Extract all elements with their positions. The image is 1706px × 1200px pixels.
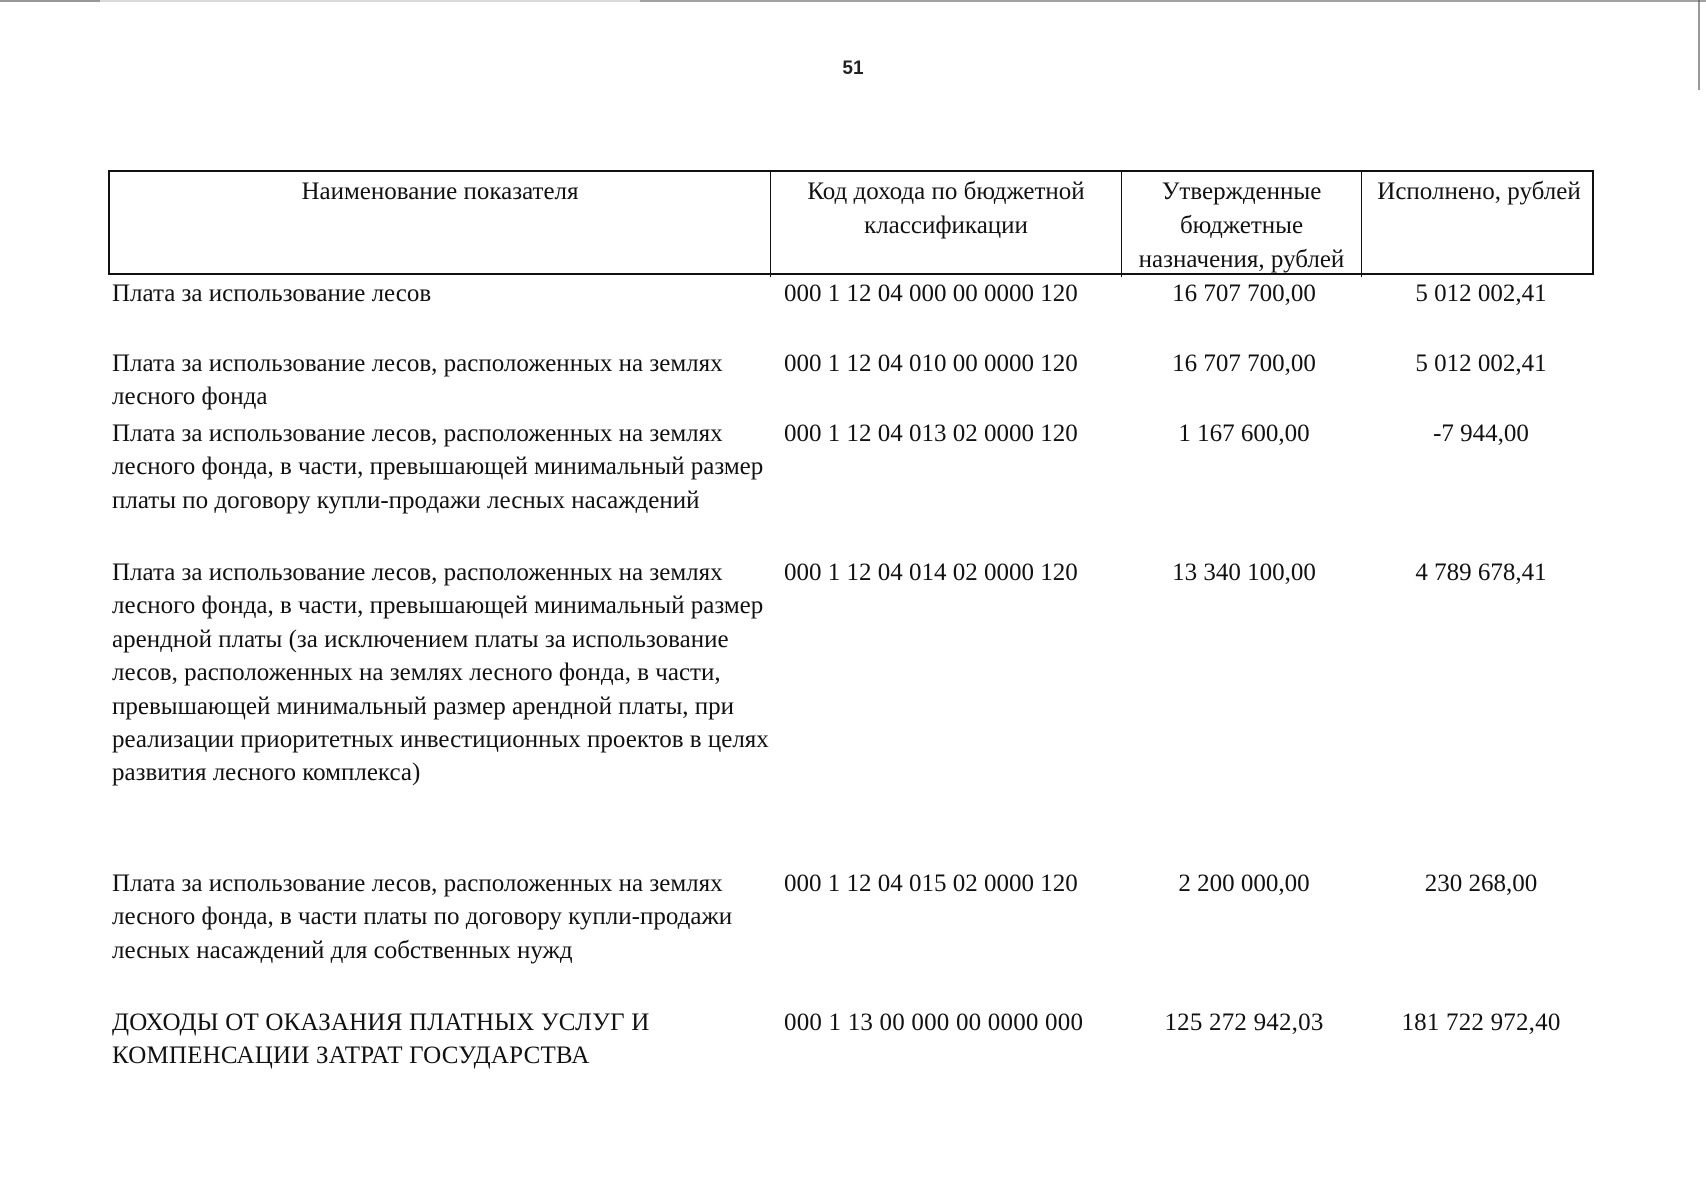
table-header xyxy=(108,170,1594,275)
row-code: 000 1 12 04 014 02 0000 120 xyxy=(784,559,1078,586)
row-name: Плата за использование лесов, расположенных на землях лесного фонда, в части, превышающей минимальный размер арендной платы (за исключением платы за использование лесов, расположенных на землях лесного фонда, в части, превышающей минимальный размер арендной платы, при реализации приоритетных инвестиционных проектов в целях развития лесного комплекса) xyxy=(112,559,769,787)
row-executed: 230 268,00 xyxy=(1424,870,1538,897)
row-code: 000 1 13 00 000 00 0000 000 xyxy=(784,1009,1084,1036)
row-executed: 4 789 678,41 xyxy=(1415,559,1547,586)
row-approved: 1 167 600,00 xyxy=(1178,420,1310,447)
scan-border-top xyxy=(0,0,1706,2)
row-name: Плата за использование лесов, расположенных на землях лесного фонда xyxy=(112,350,723,411)
row-approved: 16 707 700,00 xyxy=(1172,280,1316,307)
row-name: Плата за использование лесов xyxy=(112,280,432,307)
row-approved: 16 707 700,00 xyxy=(1172,350,1316,377)
row-name: ДОХОДЫ ОТ ОКАЗАНИЯ ПЛАТНЫХ УСЛУГ И КОМПЕНСАЦИИ ЗАТРАТ ГОСУДАРСТВА xyxy=(112,1009,650,1070)
row-code: 000 1 12 04 013 02 0000 120 xyxy=(784,420,1078,447)
header-approved-budget: Утвержденные бюджетные назначения, рублей xyxy=(1122,172,1362,277)
row-executed: 5 012 002,41 xyxy=(1415,280,1547,307)
row-name: Плата за использование лесов, расположенных на землях лесного фонда, в части платы по договору купли-продажи лесных насаждений для собственных нужд xyxy=(112,870,733,964)
row-executed: 181 722 972,40 xyxy=(1401,1009,1561,1036)
header-indicator-name: Наименование показателя xyxy=(110,172,771,277)
row-approved: 125 272 942,03 xyxy=(1164,1009,1324,1036)
row-code: 000 1 12 04 010 00 0000 120 xyxy=(784,350,1078,377)
page-number: 51 xyxy=(842,58,864,79)
row-code: 000 1 12 04 015 02 0000 120 xyxy=(784,870,1078,897)
row-approved: 13 340 100,00 xyxy=(1172,559,1316,586)
header-executed: Исполнено, рублей xyxy=(1377,178,1581,205)
row-name: Плата за использование лесов, расположенных на землях лесного фонда, в части, превышающей минимальный размер платы по договору купли-продажи лесных насаждений xyxy=(112,420,764,514)
row-code: 000 1 12 04 000 00 0000 120 xyxy=(784,280,1078,307)
row-executed: 5 012 002,41 xyxy=(1415,350,1547,377)
row-executed: -7 944,00 xyxy=(1433,420,1529,447)
header-income-code: Код дохода по бюджетной классификации xyxy=(771,172,1122,277)
row-approved: 2 200 000,00 xyxy=(1178,870,1310,897)
